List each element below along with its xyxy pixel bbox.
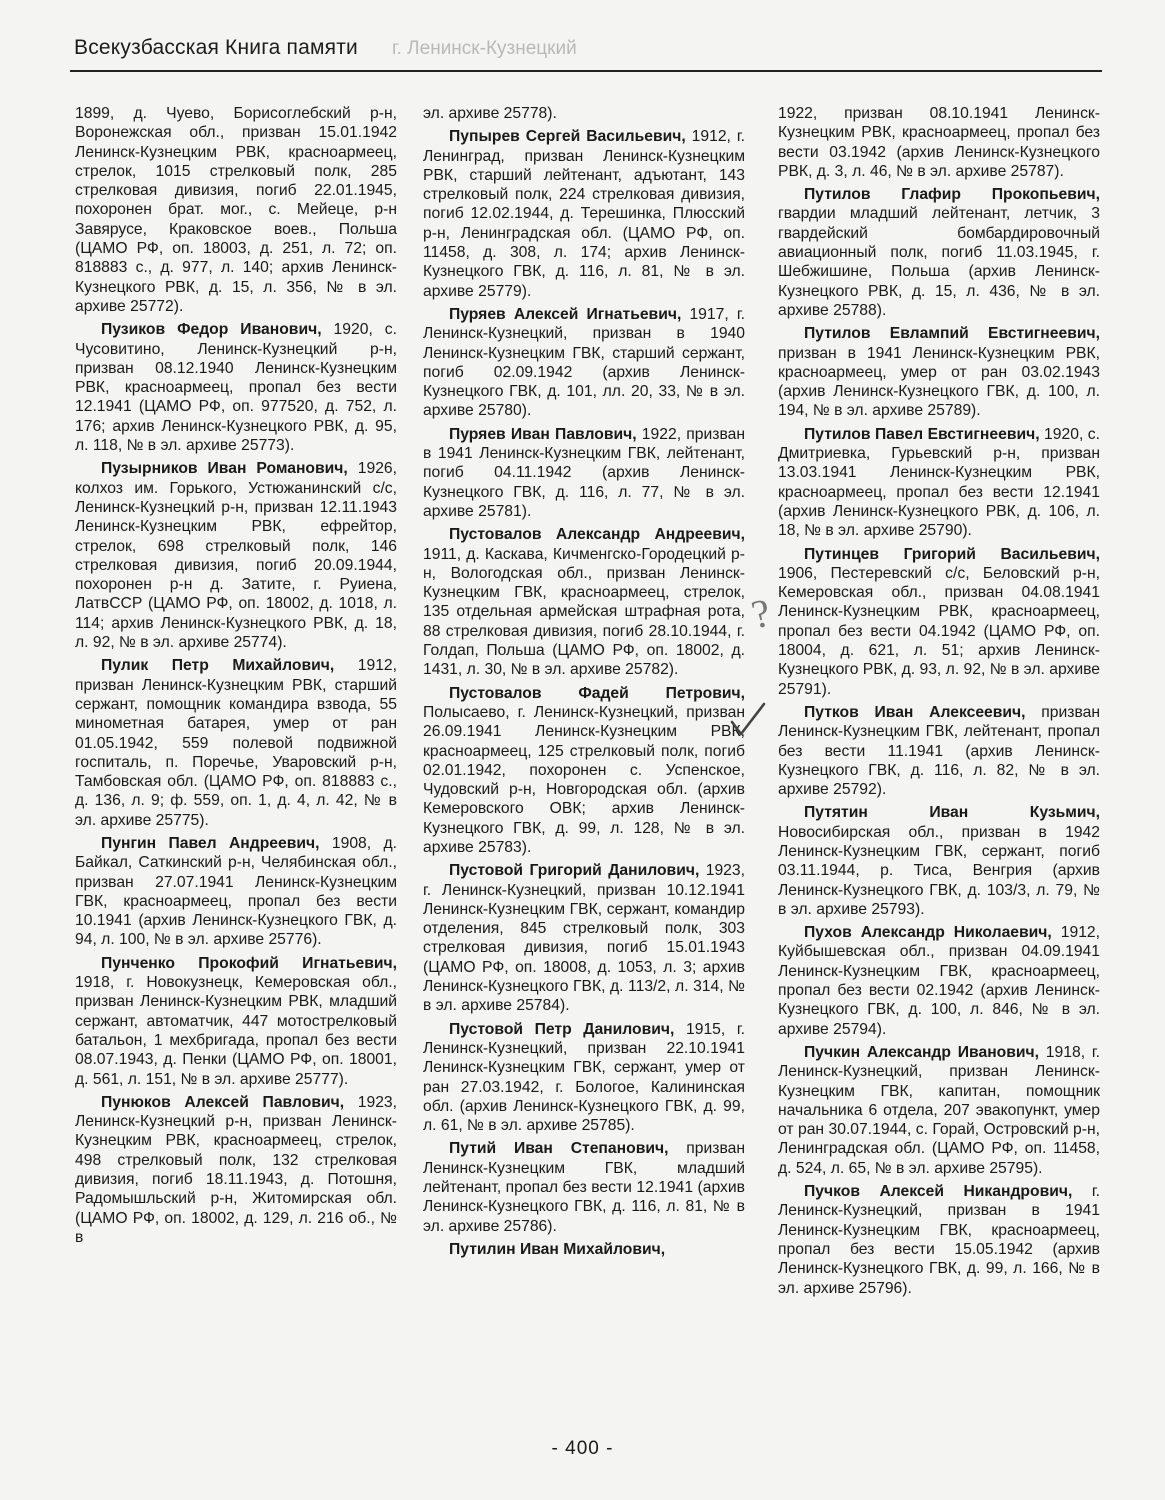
text-column-3 [778, 104, 1100, 1302]
entry-name: Пулик Петр Михайлович, [101, 657, 335, 675]
entry-name: Пуряев Иван Павлович, [449, 425, 637, 443]
memorial-entry [75, 656, 397, 830]
handwritten-checkmark-icon [728, 700, 768, 740]
entry-text: 1926, колхоз им. Горького, Устюжанинский с/с, Ленинск-Кузнецкий р-н, призван 12.11.1943 Ленинск-Кузнецким РВК, ефрейтор, стрелок, 698 стрелковый полк, 146 стрелковая дивизия, погиб 20.09.1944, похоронен р-н д. Затите, г. Руиена, ЛатвССР (ЦАМО РФ, оп. 18002, д. 1018, л. 114; архив Ленинск-Кузнецкого РВК, д. 18, л. 92, № в эл. архиве 25774). [75, 460, 397, 652]
entry-text: 1906, Пестеревский с/с, Беловский р-н, Кемеровская обл., призван 04.08.1941 Ленинск-Кузнецким РВК, красноармеец, пропал без вести 04.1942 (ЦАМО РФ, оп. 18004, д. 621, л. 51; архив Ленинск-Кузнецкого РВК, д. 93, л. 92, № в эл. архиве 25791). [778, 564, 1100, 698]
memorial-entry [75, 834, 397, 950]
entry-text: 1911, д. Каскава, Кичменгско-Городецкий р-н, Вологодская обл., призван Ленинск-Кузнецким ГВК, красноармеец, стрелок, 135 отдельная армейская штрафная рота, 88 стрелковая дивизия, погиб 28.10.1944, г. Голдап, Польша (ЦАМО РФ, оп. 18002, д. 1431, л. 30, № в эл. архиве 25782). [423, 545, 745, 679]
memorial-entry [75, 320, 397, 455]
entry-name: Пустовалов Фадей Петрович, [449, 684, 745, 702]
memorial-entry [778, 185, 1100, 320]
memorial-entry [423, 684, 745, 858]
memorial-entry [423, 127, 745, 301]
memorial-entry [423, 1139, 745, 1235]
memorial-entry [423, 425, 745, 521]
entry-name: Пузиков Федор Иванович, [101, 321, 322, 339]
memorial-entry [423, 861, 745, 1015]
entry-name: Пунченко Прокофий Игнатьевич, [101, 954, 397, 972]
memorial-entry [778, 803, 1100, 919]
entry-name: Путий Иван Степанович, [449, 1140, 669, 1158]
entry-text: 1908, д. Байкал, Саткинский р-н, Челябинская обл., призван 27.07.1941 Ленинск-Кузнецким ГВК, красноармеец, пропал без вести 10.1941 (архив Ленинск-Кузнецкого ГВК, д. 94, л. 100, № в эл. архиве 25776). [75, 834, 397, 949]
memorial-entry [778, 324, 1100, 420]
entry-name: Пустовой Григорий Данилович, [449, 862, 700, 880]
entry-text: призван Ленинск-Кузнецким ГВК, лейтенант, пропал без вести 11.1941 (архив Ленинск-Кузнецкого ГВК, д. 116, л. 82, № в эл. архиве 25792). [778, 703, 1100, 799]
entry-name: Пузырников Иван Романович, [101, 460, 348, 478]
memorial-entry [778, 1043, 1100, 1178]
memorial-entry [423, 104, 745, 123]
memorial-entry [75, 459, 397, 652]
entry-name: Пухов Александр Николаевич, [804, 924, 1052, 942]
memorial-entry [423, 525, 745, 679]
memorial-entry [423, 305, 745, 421]
entry-name: Пучков Алексей Никандрович, [804, 1183, 1073, 1201]
entry-name: Пунгин Павел Андреевич, [101, 834, 320, 852]
entry-name: Пунюков Алексей Павлович, [101, 1093, 345, 1111]
memorial-entry [423, 1020, 745, 1136]
running-head-bleedthrough: г. Ленинск-Кузнецкий [392, 38, 577, 59]
entry-text: 1912, г. Ленинград, призван Ленинск-Кузнецким РВК, старший лейтенант, адъютант, 143 стрелковый полк, 224 стрелковая дивизия, погиб 12.02.1944, д. Терешинка, Плюсский р-н, Ленинградская обл. (ЦАМО РФ, оп. 11458, д. 308, л. 174; архив Ленинск-Кузнецкого ГВК, д. 116, л. 81, № в эл. архиве 25779). [423, 128, 746, 300]
entry-text: 1915, г. Ленинск-Кузнецкий, призван 22.10.1941 Ленинск-Кузнецким ГВК, сержант, умер от ран 27.03.1942, г. Бологое, Калининская обл. (архив Ленинск-Кузнецкого ГВК, д. 99, л. 61, № в эл. архиве 25785). [423, 1020, 745, 1135]
handwritten-question-mark: ? [747, 589, 775, 638]
text-column-1 [75, 104, 397, 1251]
entry-name: Путинцев Григорий Васильевич, [804, 545, 1100, 563]
entry-text: 1923, г. Ленинск-Кузнецкий, призван 10.12.1941 Ленинск-Кузнецким ГВК, сержант, командир отделения, 845 стрелковый полк, 303 стрелковая дивизия, погиб 15.01.1943 (ЦАМО РФ, оп. 18008, д. 1053, л. 3; архив Ленинск-Кузнецкого ГВК, д. 113/2, л. 314, № в эл. архиве 25784). [423, 862, 745, 1015]
memorial-entry [778, 545, 1100, 699]
memorial-entry [778, 104, 1100, 181]
book-title: Всекузбасская Книга памяти [74, 36, 358, 59]
entry-text: призван Ленинск-Кузнецким ГВК, младший лейтенант, пропал без вести 12.1941 (архив Ленинск-Кузнецкого ГВК, д. 116, л. 81, № в эл. архиве 25786). [423, 1140, 745, 1235]
entry-name: Путков Иван Алексеевич, [804, 703, 1026, 721]
text-column-2 [423, 104, 745, 1263]
memorial-entry [75, 954, 397, 1089]
entry-text: Полысаево, г. Ленинск-Кузнецкий, призван 26.09.1941 Ленинск-Кузнецким РВК, красноармеец, 125 стрелковый полк, погиб 02.01.1942, похоронен с. Успенское, Чудовский р-н, Новгородская обл. (архив Кемеровского ОВК; архив Ленинск-Кузнецкого ГВК, д. 99, л. 128, № в эл. архиве 25783). [423, 703, 745, 856]
entry-text: 1917, г. Ленинск-Кузнецкий, призван в 1940 Ленинск-Кузнецким ГВК, старший сержант, погиб 02.09.1942 (архив Ленинск-Кузнецкого ГВК, д. 101, лл. 20, 33, № в эл. архиве 25780). [423, 305, 745, 420]
entry-name: Путилин Иван Михайлович, [449, 1240, 666, 1258]
entry-text: призван в 1941 Ленинск-Кузнецким РВК, красноармеец, умер от ран 03.02.1943 (архив Ленинск-Кузнецкого ГВК, д. 100, л. 194, № в эл. архиве 25789). [778, 344, 1100, 420]
entry-name: Пустовой Петр Данилович, [449, 1020, 675, 1038]
entry-text: 1923, Ленинск-Кузнецкий р-н, призван Ленинск-Кузнецким РВК, красноармеец, стрелок, 498 стрелковый полк, 132 стрелковая дивизия, погиб 18.11.1943, д. Потошня, Радомышльский р-н, Житомирская обл. (ЦАМО РФ, оп. 18002, д. 129, л. 216 об., № в [75, 1093, 398, 1246]
memorial-entry [778, 923, 1100, 1039]
entry-name: Путилов Павел Евстигнеевич, [804, 425, 1040, 443]
entry-name: Путилов Евлампий Евстигнеевич, [804, 325, 1100, 343]
memorial-entry [778, 425, 1100, 541]
entry-text: 1918, г. Новокузнецк, Кемеровская обл., призван Ленинск-Кузнецким РВК, младший сержант, автоматчик, 447 мотострелковый батальон, 1 мехбригада, пропал без вести 08.07.1943, д. Пенки (ЦАМО РФ, оп. 18001, д. 561, л. 151, № в эл. архиве 25777). [75, 974, 397, 1088]
entry-text: 1920, с. Дмитриевка, Гурьевский р-н, призван 13.03.1941 Ленинск-Кузнецким РВК, красноармеец, пропал без вести 12.1941 (архив Ленинск-Кузнецкого РВК, д. 106, л. 18, № в эл. архиве 25790). [778, 425, 1100, 540]
entry-name: Путятин Иван Кузьмич, [804, 804, 1100, 822]
memorial-entry [75, 104, 397, 316]
entry-text: 1912, призван Ленинск-Кузнецким РВК, старший сержант, помощник командира взвода, 55 минометная батарея, умер от ран 01.05.1942, 559 полевой подвижной госпиталь, п. Поречье, Уваровский р-н, Тамбовская обл. (ЦАМО РФ, оп. 818883 с., д. 136, л. 9; ф. 559, оп. 1, д. 4, л. 42, № в эл. архиве 25775). [75, 657, 397, 829]
page-number: - 400 - [551, 1438, 614, 1459]
memorial-entry [423, 1240, 745, 1259]
entry-name: Пуряев Алексей Игнатьевич, [449, 305, 682, 323]
entry-name: Пучкин Александр Иванович, [804, 1043, 1040, 1061]
entry-text: Новосибирская обл., призван в 1942 Ленинск-Кузнецким ГВК, сержант, погиб 03.11.1944, р. Тиса, Венгрия (архив Ленинск-Кузнецкого ГВК, д. 103/3, л. 79, № в эл. архиве 25793). [778, 823, 1100, 918]
entry-text: 1922, призван в 1941 Ленинск-Кузнецким ГВК, лейтенант, погиб 04.11.1942 (архив Ленинск-Кузнецкого ГВК, д. 116, л. 77, № в эл. архиве 25781). [423, 425, 745, 520]
entry-text: 1912, Куйбышевская обл., призван 04.09.1941 Ленинск-Кузнецким ГВК, красноармеец, пропал без вести 02.1942 (архив Ленинск-Кузнецкого ГВК, д. 100, л. 846, № в эл. архиве 25794). [778, 924, 1101, 1038]
header-rule [70, 70, 1102, 72]
memorial-entry [75, 1093, 397, 1247]
entry-text: 1918, г. Ленинск-Кузнецкий, призван Ленинск-Кузнецким ГВК, капитан, помощник начальника 6 отдела, 207 эвакопункт, умер от ран 30.07.1944, с. Горай, Островский р-н, Ленинградская обл. (ЦАМО РФ, оп. 11458, д. 524, л. 65, № в эл. архиве 25795). [778, 1043, 1100, 1177]
entry-text: 1922, призван 08.10.1941 Ленинск-Кузнецким РВК, красноармеец, пропал без вести 03.1942 (архив Ленинск-Кузнецкого РВК, д. 3, л. 46, № в эл. архиве 25787). [778, 105, 1100, 180]
entry-name: Путилов Глафир Прокопьевич, [804, 186, 1100, 204]
entry-text: 1920, с. Чусовитино, Ленинск-Кузнецкий р-н, призван 08.12.1940 Ленинск-Кузнецким РВК, красноармеец, пропал без вести 12.1941 (ЦАМО РФ, оп. 977520, д. 752, л. 176; архив Ленинск-Кузнецкого РВК, д. 95, л. 118, № в эл. архиве 25773). [75, 321, 397, 455]
entry-name: Пустовалов Александр Андреевич, [449, 526, 745, 544]
memorial-entry [778, 1182, 1100, 1298]
entry-text: гвардии младший лейтенант, летчик, 3 гвардейский бомбардировочный авиационный полк, погиб 11.03.1945, г. Шебжишине, Польша (архив Ленинск-Кузнецкого РВК, д. 15, л. 436, № в эл. архиве 25788). [778, 205, 1100, 319]
entry-name: Пупырев Сергей Васильевич, [449, 128, 686, 146]
entry-text: 1899, д. Чуево, Борисоглебский р-н, Воронежская обл., призван 15.01.1942 Ленинск-Кузнецким РВК, красноармеец, стрелок, 1015 стрелковый полк, 285 стрелковая дивизия, погиб 22.01.1945, похоронен брат. мог., с. Мейеце, р-н Завярусе, Краковское воев., Польша (ЦАМО РФ, оп. 18003, д. 251, л. 72; оп. 818883 с., д. 977, л. 140; архив Ленинск-Кузнецкого РВК, д. 15, л. 356, № в эл. архиве 25772). [75, 105, 397, 315]
memorial-entry [778, 703, 1100, 799]
entry-text: г. Ленинск-Кузнецкий, призван в 1941 Ленинск-Кузнецким ГВК, красноармеец, пропал без вести 15.05.1942 (архив Ленинск-Кузнецкого ГВК, д. 99, л. 166, № в эл. архиве 25796). [778, 1183, 1100, 1297]
entry-text: эл. архиве 25778). [423, 105, 557, 122]
